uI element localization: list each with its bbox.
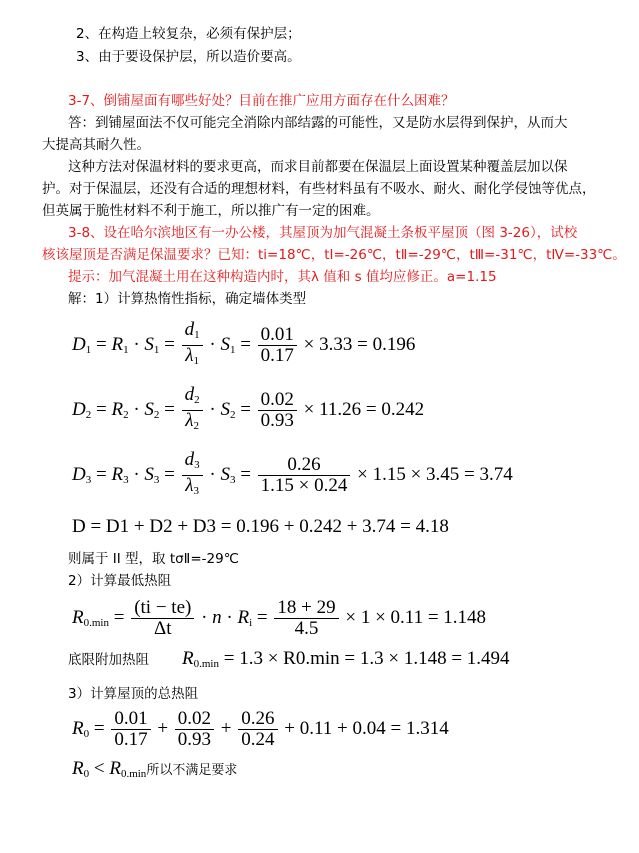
- equation-d-sum: D = D1 + D2 + D3 = 0.196 + 0.242 + 3.74 = 4.18: [72, 516, 449, 537]
- equation-r0-min: $R_{0.min}$ = $\frac{(ti - te)}{\Delta t}$ · $n \cdot R_i$ = $\frac{18 + 29}{4.5}$ × 1 × 0.11 = 1.148: [72, 597, 487, 639]
- line-l1: 2、在构造上较复杂，必须有保护层；: [76, 26, 301, 42]
- hint: 提示：加气混凝土用在这种构造内时，其λ 值和 s 值均应修正。a=1.15: [68, 269, 497, 285]
- solution-step1: 解：1）计算热惰性指标，确定墙体类型: [68, 291, 307, 307]
- question-3-8-line2: 核该屋顶是否满足保温要求？已知：ti=18℃，tⅠ=-26℃，tⅡ=-29℃，tⅢ=-31℃，tⅣ=-33℃。: [42, 247, 626, 263]
- equation-d2: $D_2 = R_2 \cdot S_2$ = $\frac{d_2}{\lambda_2}$ · $S_2$ = $\frac{0.02}{0.93}$ × 11.26 = 0.242: [72, 384, 425, 432]
- answer-3-7-line2: 大提高其耐久性。: [42, 137, 150, 153]
- equation-d1: $D_1 = R_1 \cdot S_1$ = $\frac{d_1}{\lambda_1}$ · $S_1$ = $\frac{0.01}{0.17}$ × 3.33 = 0.196: [72, 319, 416, 367]
- solution-step2: 2）计算最低热阻: [68, 573, 172, 589]
- type-line: 则属于 II 型，取 tσⅡ=-29℃: [68, 551, 239, 567]
- answer-3-7-line3: 这种方法对保温材料的要求更高，而求目前都要在保温层上面设置某种覆盖层加以保: [68, 159, 568, 175]
- question-3-7: 3-7、倒铺屋面有哪些好处？目前在推广应用方面存在什么困难？: [68, 93, 455, 109]
- solution-step3: 3）计算屋顶的总热阻: [68, 686, 199, 702]
- extra-resistance-label: 底限附加热阻: [68, 652, 149, 668]
- equation-r-additional: $R_{0.min} = 1.3 \times R0.\min = 1.3 \times 1.148 = 1.494$: [182, 648, 510, 670]
- equation-conclusion: $R_0 < R_{0.min}$所以不满足要求: [72, 758, 238, 780]
- answer-3-7-line5: 但英属于脆性材料不利于施工，所以推广有一定的困难。: [42, 203, 380, 219]
- answer-3-7-line1: 答：到铺屋面法不仅可能完全消除内部结露的可能性，又是防水层得到保护，从而大: [68, 115, 568, 131]
- line-l2: 3、由于要设保护层，所以造价要高。: [76, 49, 301, 65]
- equation-r0: $R_0$ = $\frac{0.01}{0.17}$ + $\frac{0.02}{0.93}$ + $\frac{0.26}{0.24}$ + 0.11 + 0.04 = 1.314: [72, 708, 449, 750]
- question-3-8-line1: 3-8、设在哈尔滨地区有一办公楼，其屋顶为加气混凝土条板平屋顶（图 3-26），试校: [68, 225, 578, 241]
- equation-d3: $D_3 = R_3 \cdot S_3$ = $\frac{d_3}{\lambda_3}$ · $S_3$ = $\frac{0.26}{1.15 \times 0.24}$ × 1.15 × 3.45 = 3.74: [72, 449, 513, 497]
- answer-3-7-line4: 护。对于保温层，还没有合适的理想材料，有些材料虽有不吸水、耐火、耐化学侵蚀等优点，: [42, 181, 596, 197]
